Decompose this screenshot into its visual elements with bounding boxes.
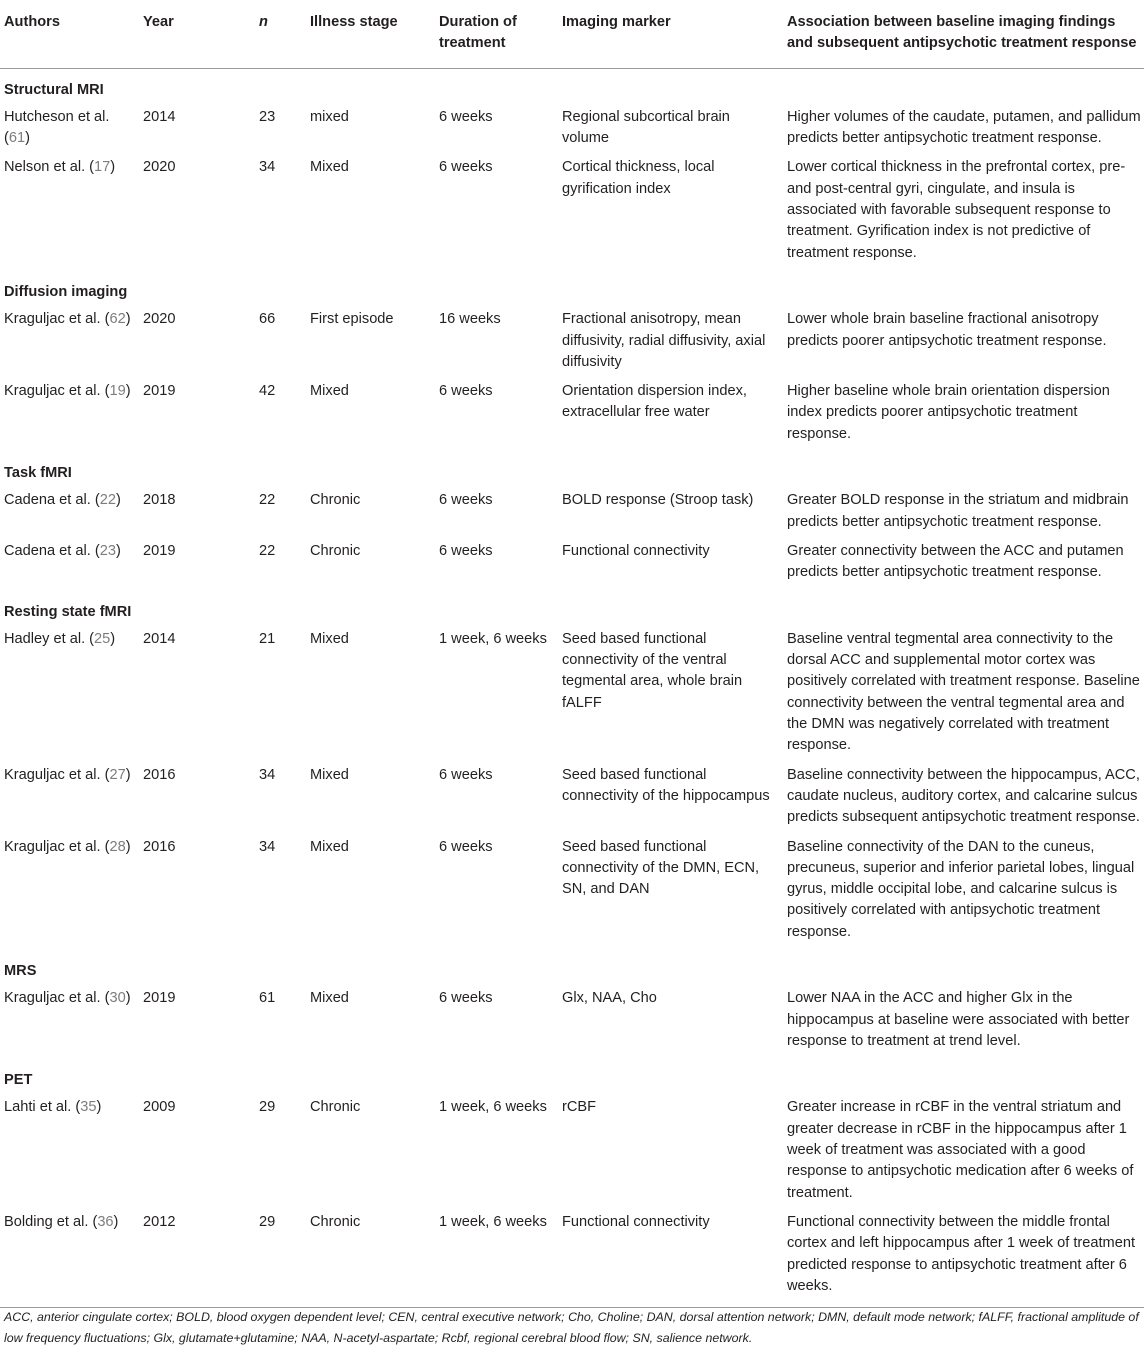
author-name: Bolding et al. bbox=[4, 1213, 89, 1230]
table-row bbox=[0, 307, 1144, 379]
author-name: Cadena et al. bbox=[4, 492, 91, 509]
reference-link[interactable]: 30 bbox=[109, 990, 126, 1007]
cell-illness-stage: Mixed bbox=[310, 990, 349, 1007]
cell-year: 2019 bbox=[143, 383, 176, 400]
table-row bbox=[0, 835, 1144, 949]
table-row bbox=[0, 539, 1144, 590]
cell-illness-stage: Mixed bbox=[310, 383, 349, 400]
table-row bbox=[0, 1210, 1144, 1308]
cell-imaging-marker: Regional subcortical brain volume bbox=[562, 108, 730, 147]
cell-imaging-marker: Glx, NAA, Cho bbox=[562, 990, 657, 1007]
section-row bbox=[0, 1058, 1144, 1095]
cell-illness-stage: mixed bbox=[310, 108, 349, 125]
cell-illness-stage: Chronic bbox=[306, 1210, 435, 1308]
reference-link[interactable]: 17 bbox=[94, 159, 111, 176]
cell-author bbox=[0, 986, 139, 1058]
ref-open-paren: ( bbox=[100, 990, 110, 1007]
reference-link[interactable]: 35 bbox=[80, 1099, 97, 1116]
table-row bbox=[0, 155, 1144, 269]
reference-link[interactable]: 36 bbox=[97, 1213, 114, 1230]
reference-link[interactable]: 23 bbox=[99, 542, 116, 559]
table-row bbox=[0, 1095, 1144, 1209]
section-row bbox=[0, 451, 1144, 488]
cell-n: 34 bbox=[259, 159, 276, 176]
table-header-row bbox=[0, 0, 1144, 68]
reference-link[interactable]: 27 bbox=[109, 766, 126, 783]
author-name: Kraguljac et al. bbox=[4, 990, 101, 1007]
header-year: Year bbox=[139, 0, 221, 68]
section-title: PET bbox=[4, 1072, 33, 1089]
ref-open-paren: ( bbox=[100, 838, 110, 855]
cell-association: Functional connectivity between the middle frontal cortex and left hippocampus after 1 week of treatment predicted response to antipsychotic treatment after 6 weeks. bbox=[783, 1210, 1144, 1308]
cell-author bbox=[0, 763, 139, 835]
cell-association: Greater increase in rCBF in the ventral striatum and greater decrease in rCBF in the hippocampus after 1 week of treatment was associated with a good response to antipsychotic medication after 6 weeks of treatment. bbox=[787, 1099, 1134, 1201]
ref-open-paren: ( bbox=[100, 383, 110, 400]
cell-year: 2016 bbox=[143, 766, 176, 783]
author-name: Cadena et al. bbox=[4, 542, 91, 559]
ref-close-paren: ) bbox=[125, 383, 131, 400]
reference-link[interactable]: 25 bbox=[94, 630, 111, 647]
ref-close-paren: ) bbox=[113, 1213, 119, 1230]
header-illness-stage: Illness stage bbox=[306, 0, 435, 68]
table-row bbox=[0, 627, 1144, 763]
cell-illness-stage: First episode bbox=[310, 311, 394, 328]
table-row bbox=[0, 379, 1144, 451]
cell-n: 22 bbox=[259, 492, 276, 509]
cell-imaging-marker: Functional connectivity bbox=[562, 542, 710, 559]
ref-close-paren: ) bbox=[96, 1099, 102, 1116]
cell-association: Lower cortical thickness in the prefrontal cortex, pre- and post-central gyri, cingulate, and insula is associated with favorable subsequent response to treatment. Gyrification index is not predictive of treatment response. bbox=[787, 159, 1126, 261]
section-row bbox=[0, 590, 1144, 627]
cell-duration: 6 weeks bbox=[439, 838, 493, 855]
table-row bbox=[0, 488, 1144, 539]
header-duration: Duration of treatment bbox=[435, 0, 558, 68]
cell-duration: 6 weeks bbox=[439, 383, 493, 400]
reference-link[interactable]: 22 bbox=[99, 492, 116, 509]
cell-duration: 6 weeks bbox=[439, 542, 493, 559]
cell-author bbox=[0, 539, 139, 590]
cell-author bbox=[0, 1095, 139, 1209]
cell-association: Lower whole brain baseline fractional anisotropy predicts poorer antipsychotic treatment response. bbox=[787, 311, 1107, 349]
ref-open-paren: ( bbox=[88, 1213, 98, 1230]
cell-association: Higher baseline whole brain orientation dispersion index predicts poorer antipsychotic treatment response. bbox=[787, 383, 1110, 442]
cell-year: 2016 bbox=[143, 838, 176, 855]
ref-close-paren: ) bbox=[125, 990, 131, 1007]
cell-author bbox=[0, 105, 139, 156]
cell-author bbox=[0, 627, 139, 763]
header-imaging-marker: Imaging marker bbox=[558, 0, 783, 68]
author-name: Kraguljac et al. bbox=[4, 311, 101, 328]
ref-close-paren: ) bbox=[110, 630, 116, 647]
cell-year: 2020 bbox=[143, 311, 176, 328]
header-association: Association between baseline imaging findings and subsequent antipsychotic treatment response bbox=[783, 0, 1144, 68]
ref-close-paren: ) bbox=[25, 130, 30, 147]
cell-author bbox=[0, 307, 139, 379]
cell-duration: 16 weeks bbox=[439, 311, 501, 328]
ref-close-paren: ) bbox=[125, 838, 131, 855]
table-row bbox=[0, 986, 1144, 1058]
author-name: Kraguljac et al. bbox=[4, 838, 101, 855]
section-title: Task fMRI bbox=[4, 465, 72, 482]
cell-year: 2020 bbox=[143, 159, 176, 176]
reference-link[interactable]: 19 bbox=[109, 383, 126, 400]
table-row bbox=[0, 105, 1144, 156]
author-name: Kraguljac et al. bbox=[4, 766, 101, 783]
reference-link[interactable]: 61 bbox=[8, 130, 26, 147]
cell-association: Baseline ventral tegmental area connectivity to the dorsal ACC and supplemental motor cortex was positively correlated with treatment response. Baseline connectivity between the ventral tegmental area and the DMN was negatively correlated with treatment response. bbox=[787, 630, 1140, 754]
ref-open-paren: ( bbox=[90, 542, 100, 559]
cell-association: Lower NAA in the ACC and higher Glx in the hippocampus at baseline were associated with better response to treatment at trend level. bbox=[787, 990, 1130, 1049]
cell-year: 2014 bbox=[143, 108, 176, 125]
cell-author bbox=[0, 155, 139, 269]
header-authors: Authors bbox=[0, 0, 139, 68]
cell-n: 21 bbox=[259, 630, 276, 647]
cell-imaging-marker: Fractional anisotropy, mean diffusivity, radial diffusivity, axial diffusivity bbox=[562, 311, 766, 370]
section-title: Diffusion imaging bbox=[4, 283, 128, 300]
section-row bbox=[0, 270, 1144, 307]
author-name: Hadley et al. bbox=[4, 630, 86, 647]
cell-imaging-marker: Orientation dispersion index, extracellular free water bbox=[562, 383, 747, 421]
cell-illness-stage: Mixed bbox=[310, 838, 349, 855]
author-name: Hutcheson et al. bbox=[4, 108, 110, 125]
cell-author bbox=[0, 488, 139, 539]
ref-open-paren: ( bbox=[85, 630, 95, 647]
cell-year: 2009 bbox=[143, 1099, 176, 1116]
cell-illness-stage: Chronic bbox=[310, 492, 361, 509]
cell-n: 23 bbox=[259, 108, 276, 125]
ref-open-paren: ( bbox=[100, 311, 110, 328]
cell-illness-stage: Mixed bbox=[310, 766, 349, 783]
cell-duration: 6 weeks bbox=[439, 108, 493, 125]
cell-duration: 6 weeks bbox=[439, 766, 493, 783]
cell-n: 29 bbox=[259, 1099, 276, 1116]
cell-author bbox=[0, 1210, 139, 1308]
cell-n: 22 bbox=[259, 542, 276, 559]
cell-duration: 1 week, 6 weeks bbox=[439, 1099, 547, 1116]
author-name: Nelson et al. bbox=[4, 159, 86, 176]
cell-n: 66 bbox=[259, 311, 276, 328]
cell-n: 42 bbox=[259, 383, 276, 400]
cell-illness-stage: Mixed bbox=[310, 630, 349, 647]
cell-year: 2014 bbox=[143, 630, 176, 647]
cell-duration: 6 weeks bbox=[439, 492, 493, 509]
cell-n: 34 bbox=[259, 766, 276, 783]
cell-year: 2019 bbox=[143, 990, 176, 1007]
ref-open-paren: ( bbox=[100, 766, 110, 783]
cell-imaging-marker: Seed based functional connectivity of the DMN, ECN, SN, and DAN bbox=[562, 838, 760, 898]
table-body bbox=[0, 68, 1144, 1308]
ref-close-paren: ) bbox=[125, 766, 131, 783]
cell-year: 2012 bbox=[139, 1210, 221, 1308]
cell-author bbox=[0, 835, 139, 949]
ref-close-paren: ) bbox=[115, 542, 121, 559]
cell-year: 2018 bbox=[143, 492, 176, 509]
section-row bbox=[0, 949, 1144, 986]
section-title: Structural MRI bbox=[4, 81, 104, 98]
cell-association: Baseline connectivity between the hippocampus, ACC, caudate nucleus, auditory cortex, and calcarine sulcus predicts subsequent antipsychotic treatment response. bbox=[787, 766, 1140, 826]
table-row bbox=[0, 763, 1144, 835]
reference-link[interactable]: 62 bbox=[109, 311, 126, 328]
ref-open-paren: ( bbox=[71, 1099, 81, 1116]
cell-n: 61 bbox=[259, 990, 276, 1007]
cell-illness-stage: Chronic bbox=[310, 1099, 361, 1116]
cell-duration: 1 week, 6 weeks bbox=[439, 630, 547, 647]
author-name: Lahti et al. bbox=[4, 1099, 72, 1116]
section-title: Resting state fMRI bbox=[4, 603, 132, 620]
ref-open-paren: ( bbox=[4, 130, 9, 147]
reference-link[interactable]: 28 bbox=[109, 838, 126, 855]
cell-imaging-marker: rCBF bbox=[562, 1099, 597, 1116]
section-row bbox=[0, 68, 1144, 105]
cell-year: 2019 bbox=[143, 542, 176, 559]
cell-author bbox=[0, 379, 139, 451]
cell-duration: 6 weeks bbox=[439, 990, 493, 1007]
cell-duration: 6 weeks bbox=[439, 159, 493, 176]
ref-open-paren: ( bbox=[85, 159, 95, 176]
cell-association: Greater connectivity between the ACC and putamen predicts better antipsychotic treatment response. bbox=[787, 542, 1124, 581]
cell-association: Baseline connectivity of the DAN to the cuneus, precuneus, superior and inferior parietal lobes, lingual gyrus, middle occipital lobe, and calcarine sulcus is positively correlated with antipsychotic treatment response. bbox=[787, 838, 1135, 940]
cell-n: 34 bbox=[259, 838, 276, 855]
cell-illness-stage: Mixed bbox=[310, 159, 349, 176]
cell-imaging-marker: Cortical thickness, local gyrification index bbox=[562, 159, 715, 197]
cell-imaging-marker: BOLD response (Stroop task) bbox=[562, 492, 754, 509]
cell-n: 29 bbox=[221, 1210, 306, 1308]
cell-association: Greater BOLD response in the striatum and midbrain predicts better antipsychotic treatment response. bbox=[787, 492, 1129, 530]
ref-close-paren: ) bbox=[125, 311, 131, 328]
ref-open-paren: ( bbox=[90, 492, 100, 509]
cell-duration: 1 week, 6 weeks bbox=[435, 1210, 558, 1308]
header-n: n bbox=[221, 0, 306, 68]
cell-imaging-marker: Seed based functional connectivity of the ventral tegmental area, whole brain fALFF bbox=[562, 630, 743, 711]
cell-imaging-marker: Functional connectivity bbox=[558, 1210, 783, 1308]
ref-close-paren: ) bbox=[115, 492, 121, 509]
cell-imaging-marker: Seed based functional connectivity of the hippocampus bbox=[562, 766, 770, 804]
section-title: MRS bbox=[4, 962, 37, 979]
cell-association: Higher volumes of the caudate, putamen, and pallidum predicts better antipsychotic treatment response. bbox=[787, 108, 1141, 147]
table-footnote: ACC, anterior cingulate cortex; BOLD, blood oxygen dependent level; CEN, central executive network; Cho, Choline; DAN, dorsal attention network; DMN, default mode network; fALFF, fractional amplitude of low frequency fluctuations; Glx, glutamate+glutamine; NAA, N-acetyl-aspartate; Rcbf, regional cerebral blood flow; SN, salience network. bbox=[4, 1310, 1139, 1345]
ref-close-paren: ) bbox=[110, 159, 116, 176]
cell-illness-stage: Chronic bbox=[310, 542, 361, 559]
author-name: Kraguljac et al. bbox=[4, 383, 101, 400]
